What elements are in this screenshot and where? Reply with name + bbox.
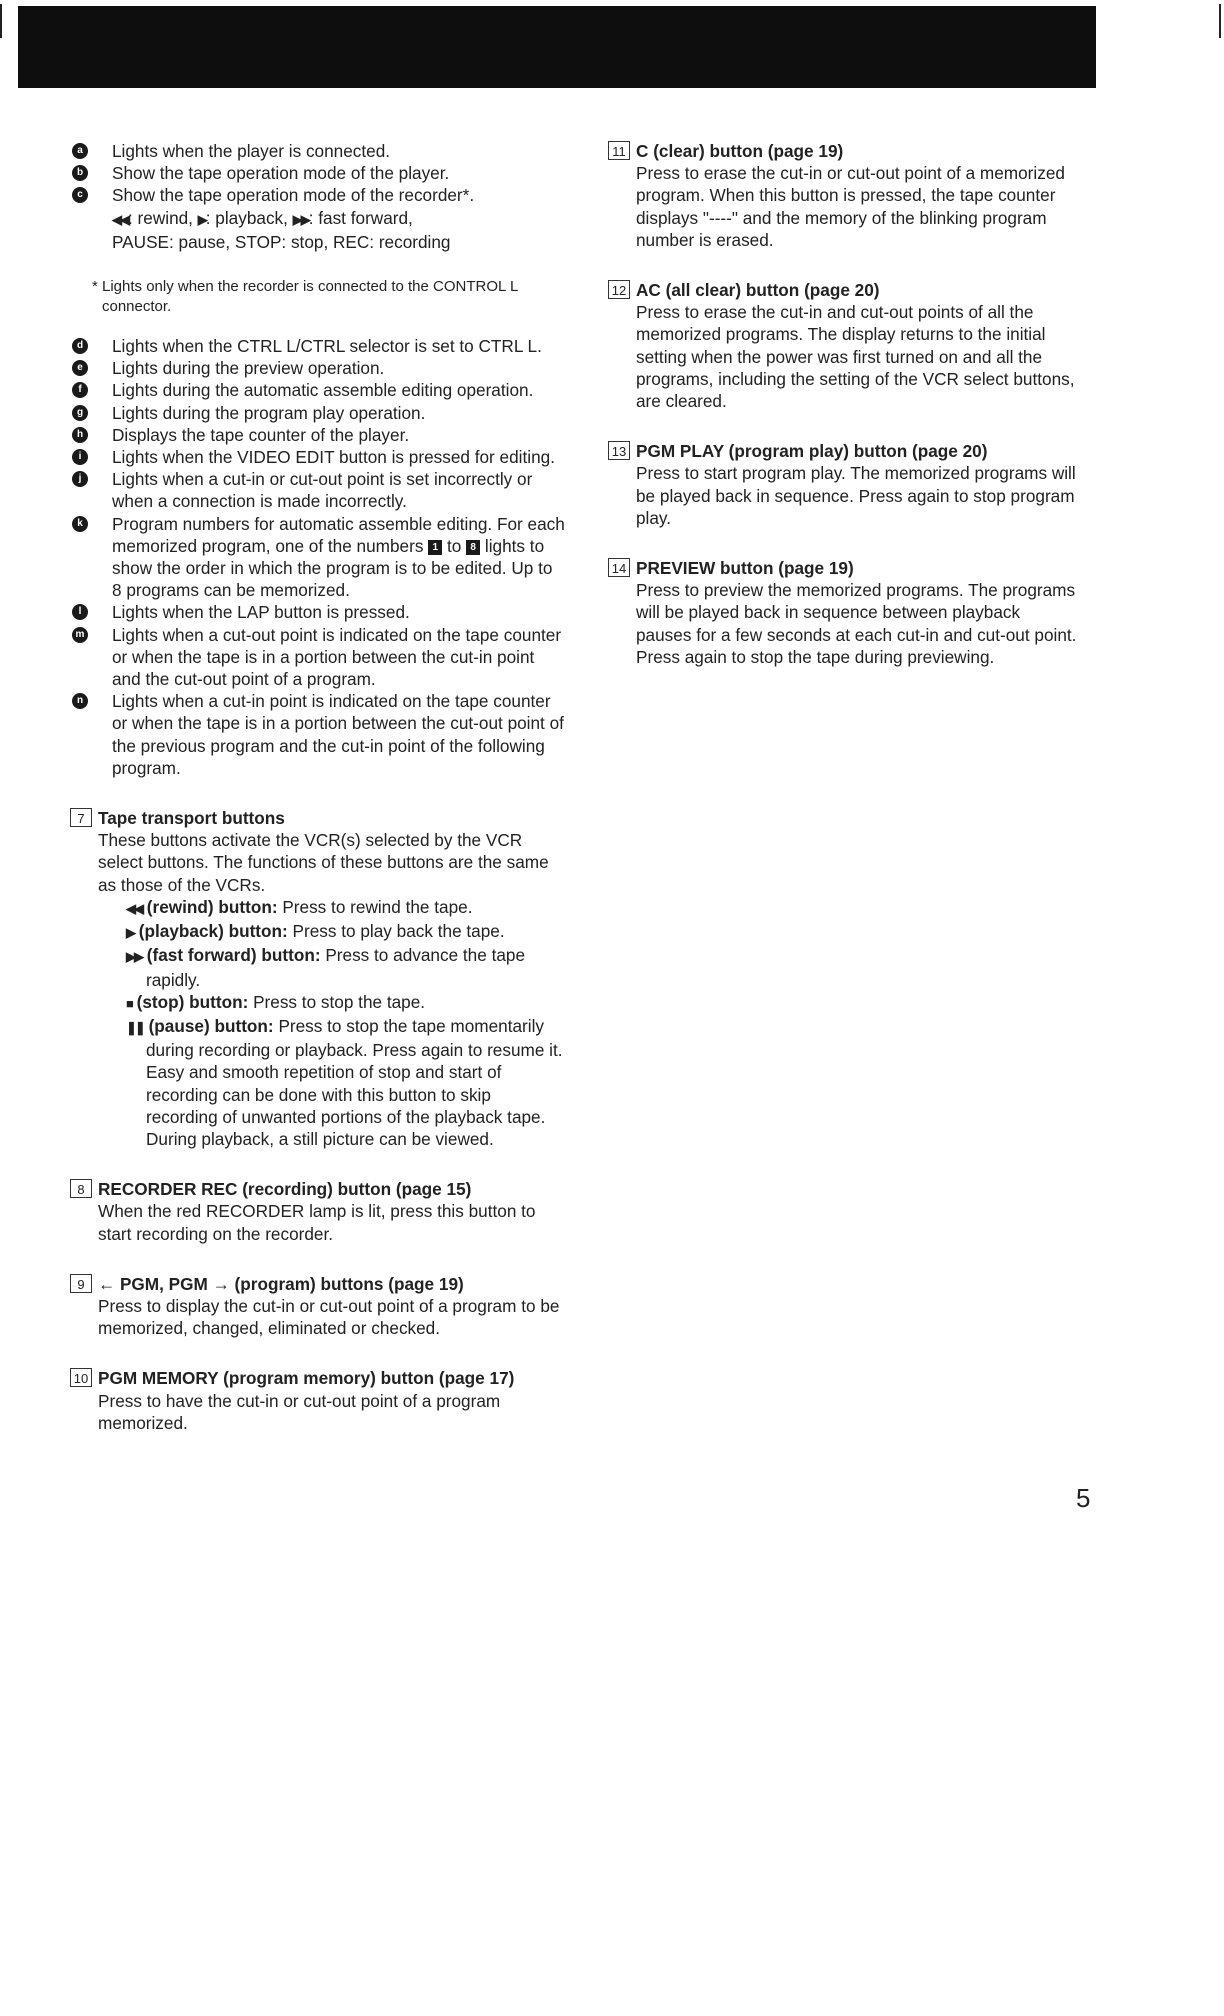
playback-button-text: Press to play back the tape. xyxy=(292,921,505,942)
rewind-button-text: Press to rewind the tape. xyxy=(282,896,473,917)
section-9 xyxy=(70,1273,565,1340)
bullet-f-icon: f xyxy=(72,382,88,398)
section-14-title-text: PREVIEW button (page 19) xyxy=(636,558,854,579)
stop-button-label: (stop) button: xyxy=(136,991,249,1012)
section-13-body: Press to start program play. The memorized programs will be played back in sequence. Press again to stop program play. xyxy=(636,463,1076,528)
fast-forward-icon: ▶▶ xyxy=(126,949,142,965)
section-7-items xyxy=(70,896,565,1150)
bullet-d-icon: d xyxy=(72,338,88,354)
section-9-title xyxy=(70,1273,565,1295)
mode-fast-forward: : fast forward, xyxy=(308,207,413,228)
bullet-i-icon: i xyxy=(72,449,88,465)
indicator-l-text: Lights when the LAP button is pressed. xyxy=(112,602,410,623)
rewind-button-label: (rewind) button: xyxy=(146,896,278,917)
page-number: 5 xyxy=(1076,1483,1091,1513)
bullet-h-icon: h xyxy=(72,427,88,443)
bullet-n-icon: n xyxy=(72,693,88,709)
indicator-m-text: Lights when a cut-out point is indicated on the tape counter or when the tape is in a portion between the cut-in point and the cut-out point of a program. xyxy=(112,624,562,690)
indicator-j xyxy=(70,468,565,512)
rewind-icon: ◀◀ xyxy=(126,900,142,916)
section-14-number: 14 xyxy=(608,558,630,577)
mode-legend xyxy=(70,207,565,253)
fast-forward-icon: ▶▶ xyxy=(292,211,309,227)
indicator-c-text: Show the tape operation mode of the recorder*. xyxy=(112,185,475,206)
section-8-title-text: RECORDER REC (recording) button (page 15) xyxy=(98,1179,472,1200)
section-7-number: 7 xyxy=(70,808,92,827)
indicator-j-text: Lights when a cut-in or cut-out point is set incorrectly or when a connection is made incorrectly. xyxy=(112,469,533,512)
section-12 xyxy=(608,279,1078,412)
section-10-body: Press to have the cut-in or cut-out point of a program memorized. xyxy=(98,1390,501,1433)
indicator-a-text: Lights when the player is connected. xyxy=(112,141,391,161)
section-7-title xyxy=(70,807,565,829)
fast-forward-button-label: (fast forward) button: xyxy=(146,945,321,966)
indicator-f-text: Lights during the automatic assemble editing operation. xyxy=(112,380,534,401)
indicator-d-text: Lights when the CTRL L/CTRL selector is set to CTRL L. xyxy=(112,336,542,357)
section-8 xyxy=(70,1178,565,1245)
rewind-button-desc xyxy=(98,896,565,920)
section-11 xyxy=(608,140,1078,251)
indicator-k-to: to xyxy=(447,535,462,556)
section-8-title xyxy=(70,1178,565,1200)
section-9-body: Press to display the cut-in or cut-out point of a program to be memorized, changed, eliminated or checked. xyxy=(98,1295,560,1339)
section-13-number: 13 xyxy=(608,441,630,460)
bullet-g-icon: g xyxy=(72,405,88,421)
bullet-a-icon: a xyxy=(72,143,88,159)
mode-playback: : playback, xyxy=(205,207,288,228)
indicator-g-text: Lights during the program play operation. xyxy=(112,402,426,423)
section-10-title xyxy=(70,1367,565,1389)
section-12-number: 12 xyxy=(608,280,630,299)
section-9-number: 9 xyxy=(70,1274,92,1293)
section-7 xyxy=(70,807,565,1150)
section-8-body: When the red RECORDER lamp is lit, press this button to start recording on the recorder. xyxy=(98,1201,536,1244)
left-column xyxy=(70,140,565,1434)
footnote: * Lights only when the recorder is connected to the CONTROL L connector. xyxy=(92,278,518,316)
pause-button-text: Press to stop the tape momentarily during recording or playback. Press again to resume it. Easy and smooth repetition of stop and start of recording can be done with this button to skip recording of unwanted portions of the playback tape. During playback, a still picture can be viewed. xyxy=(146,1015,563,1149)
indicator-k-text-b: lights to show the order in which the program is to be edited. Up to 8 programs can be memorized. xyxy=(112,535,553,601)
section-11-body: Press to erase the cut-in or cut-out point of a memorized program. When this button is pressed, the tape counter displays "----" and the memory of the blinking program number is erased. xyxy=(636,163,1065,250)
indicator-f xyxy=(70,379,565,401)
section-10 xyxy=(70,1367,565,1434)
indicator-i xyxy=(70,446,565,468)
playback-icon: ▶ xyxy=(197,211,206,227)
section-12-body: Press to erase the cut-in and cut-out points of all the memorized programs. The display returns to the initial setting when the power was first turned on and all the programs, including the setting of the VCR select buttons, are cleared. xyxy=(636,302,1075,412)
section-12-title-text: AC (all clear) button (page 20) xyxy=(636,280,880,301)
program-number-8-icon: 8 xyxy=(466,540,480,555)
section-14-title xyxy=(608,557,1078,579)
bullet-k-icon: k xyxy=(72,516,88,532)
indicator-i-text: Lights when the VIDEO EDIT button is pressed for editing. xyxy=(112,447,555,468)
bullet-l-icon: l xyxy=(72,604,88,620)
rewind-icon: ◀◀ xyxy=(112,211,128,227)
section-13-title-text: PGM PLAY (program play) button (page 20) xyxy=(636,441,988,462)
pause-button-desc xyxy=(98,1015,565,1150)
indicator-n xyxy=(70,690,565,779)
header-bar xyxy=(18,6,1096,88)
section-11-number: 11 xyxy=(608,141,630,160)
bullet-j-icon: j xyxy=(72,471,88,487)
section-9-title-text: ← PGM, PGM → (program) buttons (page 19) xyxy=(98,1273,464,1294)
indicator-n-text: Lights when a cut-in point is indicated on the tape counter or when the tape is in a portion between the cut-out point of the previous program and the cut-in point of the following program. xyxy=(112,691,564,778)
section-10-number: 10 xyxy=(70,1368,92,1387)
pause-button-label: (pause) button: xyxy=(148,1015,274,1036)
section-11-title-text: C (clear) button (page 19) xyxy=(636,141,844,161)
indicator-k xyxy=(70,513,565,602)
bullet-e-icon: e xyxy=(72,360,88,376)
section-7-title-text: Tape transport buttons xyxy=(98,808,285,829)
section-12-title xyxy=(608,279,1078,301)
section-14 xyxy=(608,557,1078,668)
section-13 xyxy=(608,440,1078,529)
indicator-h-text: Displays the tape counter of the player. xyxy=(112,424,410,445)
section-14-body: Press to preview the memorized programs. The programs will be played back in sequence between playback pauses for a few seconds at each cut-in and cut-out point. Press again to stop the tape during previewing. xyxy=(636,580,1077,667)
section-11-title xyxy=(608,140,1078,162)
bullet-b-icon: b xyxy=(72,165,88,181)
mode-rewind: : rewind, xyxy=(128,207,193,228)
stop-icon: ■ xyxy=(126,995,132,1011)
indicator-b-text: Show the tape operation mode of the player. xyxy=(112,163,450,184)
program-number-1-icon: 1 xyxy=(428,540,442,555)
indicator-e xyxy=(70,357,565,379)
indicator-d xyxy=(70,335,565,357)
indicator-b xyxy=(70,162,565,184)
indicator-e-text: Lights during the preview operation. xyxy=(112,358,385,379)
section-8-number: 8 xyxy=(70,1179,92,1198)
stop-button-desc xyxy=(98,991,565,1015)
playback-icon: ▶ xyxy=(126,925,134,941)
pause-icon: ❚❚ xyxy=(126,1019,144,1035)
scan-edge-mark xyxy=(0,4,2,38)
indicator-m xyxy=(70,624,565,691)
bullet-m-icon: m xyxy=(72,627,88,643)
section-7-body: These buttons activate the VCR(s) selected by the VCR select buttons. The functions of these buttons are the same as those of the VCRs. xyxy=(98,830,549,895)
section-13-title xyxy=(608,440,1078,462)
mode-legend-line2: PAUSE: pause, STOP: stop, REC: recording xyxy=(112,231,451,252)
fast-forward-button-desc xyxy=(98,944,565,990)
playback-button-label: (playback) button: xyxy=(138,921,288,942)
indicator-g xyxy=(70,402,565,424)
scan-edge-mark-right xyxy=(1219,4,1221,38)
fast-forward-button-text: Press to advance the tape rapidly. xyxy=(146,945,526,990)
indicator-a xyxy=(70,140,565,162)
indicator-l xyxy=(70,601,565,623)
indicator-c xyxy=(70,184,565,206)
indicator-h xyxy=(70,424,565,446)
stop-button-text: Press to stop the tape. xyxy=(253,991,426,1012)
indicator-k-text-a: Program numbers for automatic assemble editing. For each memorized program, one of the numbers xyxy=(112,513,565,556)
bullet-c-icon: c xyxy=(72,187,88,203)
section-10-title-text: PGM MEMORY (program memory) button (page 17) xyxy=(98,1368,515,1389)
right-column xyxy=(608,140,1078,668)
playback-button-desc xyxy=(98,920,565,944)
